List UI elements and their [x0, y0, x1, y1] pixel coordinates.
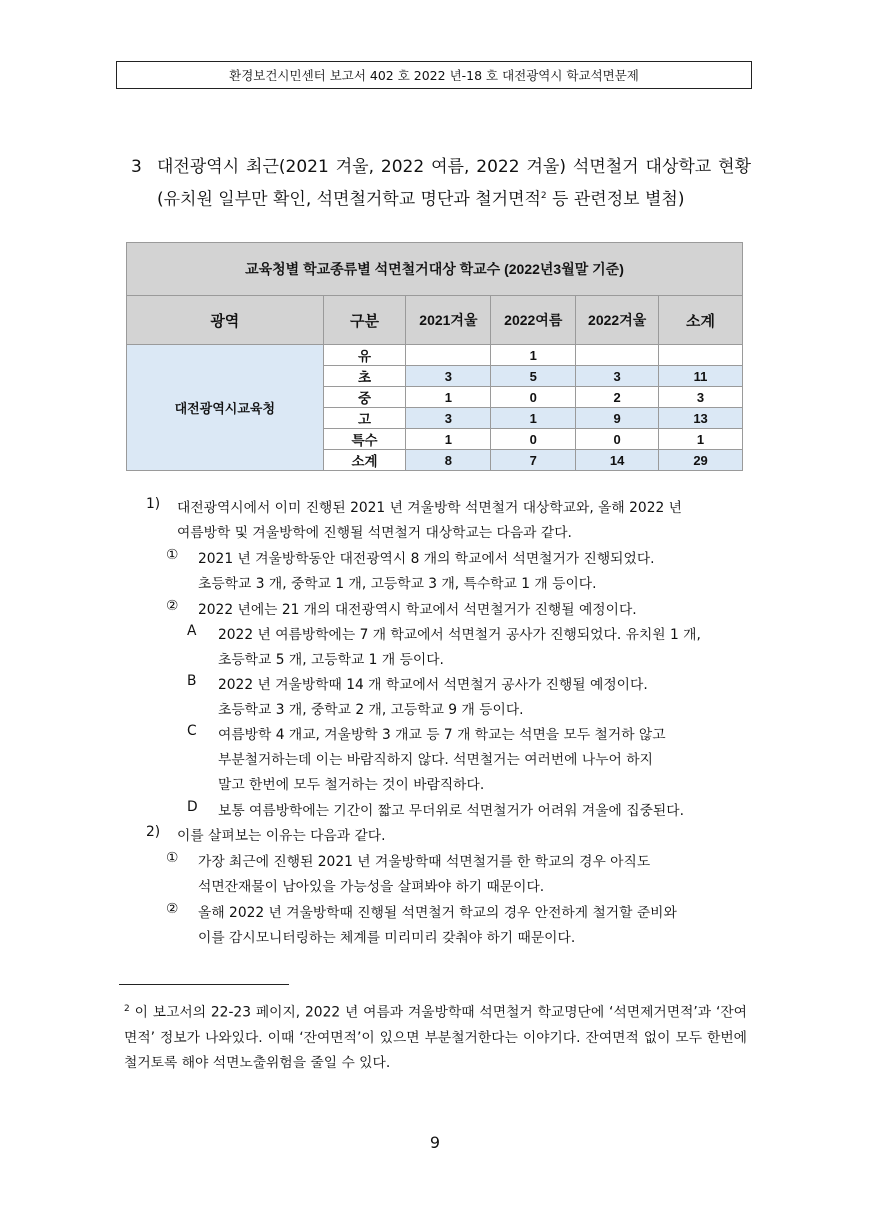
- value-cell: 11: [659, 366, 743, 387]
- header-region: 광역: [127, 296, 324, 345]
- page-number: 9: [429, 1133, 441, 1152]
- list-line: 올해 2022 년 겨울방학때 진행될 석면철거 학교의 경우 안전하게 철거할 준비와: [198, 905, 677, 921]
- list-line: 이를 감시모니터링하는 체계를 미리미리 갖춰야 하기 때문이다.: [198, 930, 576, 946]
- header-category: 구분: [323, 296, 406, 345]
- footnote-text: 이 보고서의 22-23 페이지, 2022 년 여름과 겨울방학때 석면철거 학교명단에 ‘석면제거면적’과 ‘잔여면적’ 정보가 나와있다. 이때 ‘잔여면적’이 있으면 부분철거한다는 이야기다. 잔여면적 없이 모두 한번에 철거토록 해야 석면노출위험을 줄일 수 있다.: [124, 1004, 747, 1071]
- list-line: 대전광역시에서 이미 진행된 2021 년 겨울방학 석면철거 대상학교와, 올해 2022 년: [177, 500, 682, 516]
- item-marker: ①: [166, 547, 179, 563]
- item-marker: ①: [166, 850, 179, 866]
- list-line: 석면잔재물이 남아있을 가능성을 살펴봐야 하기 때문이다.: [198, 879, 545, 895]
- value-cell: 14: [576, 450, 659, 471]
- list-line: 가장 최근에 진행된 2021 년 겨울방학때 석면철거를 한 학교의 경우 아직도: [198, 854, 651, 870]
- list-line: 여름방학 및 겨울방학에 진행될 석면철거 대상학교는 다음과 같다.: [177, 525, 572, 541]
- value-cell: 0: [491, 429, 576, 450]
- list-line: 2021 년 겨울방학동안 대전광역시 8 개의 학교에서 석면철거가 진행되었다.: [198, 551, 655, 567]
- item-marker: 2): [146, 824, 161, 840]
- region-cell: 대전광역시교육청: [127, 345, 324, 471]
- category-cell: 초: [323, 366, 406, 387]
- item-marker: D: [187, 799, 198, 815]
- value-cell: [659, 345, 743, 366]
- value-cell: [576, 345, 659, 366]
- value-cell: 1: [659, 429, 743, 450]
- list-line: 보통 여름방학에는 기간이 짧고 무더위로 석면철거가 어려워 겨울에 집중된다.: [218, 803, 684, 819]
- value-cell: 2: [576, 387, 659, 408]
- value-cell: 0: [576, 429, 659, 450]
- list-line: 초등학교 3 개, 중학교 1 개, 고등학교 3 개, 특수학교 1 개 등이다.: [198, 576, 597, 592]
- section-title: [157, 153, 751, 215]
- value-cell: 0: [491, 387, 576, 408]
- report-header: 환경보건시민센터 보고서 402 호 2022 년-18 호 대전광역시 학교석면문제: [116, 61, 752, 89]
- list-line: 초등학교 5 개, 고등학교 1 개 등이다.: [218, 652, 444, 668]
- list-line: 이를 살펴보는 이유는 다음과 같다.: [177, 828, 386, 844]
- item-marker: A: [187, 623, 197, 639]
- section-title-text: 대전광역시 최근(2021 겨울, 2022 여름, 2022 겨울) 석면철거 대상학교 현황 (유치원 일부만 확인, 석면철거학교 명단과 철거면적: [157, 157, 751, 210]
- value-cell: 1: [491, 345, 576, 366]
- item-marker: ②: [166, 901, 179, 917]
- category-cell: 중: [323, 387, 406, 408]
- item-marker: C: [187, 723, 197, 739]
- list-line: 2022 년 여름방학에는 7 개 학교에서 석면철거 공사가 진행되었다. 유치원 1 개,: [218, 627, 701, 643]
- section-number: 3: [131, 157, 142, 177]
- value-cell: 3: [406, 408, 491, 429]
- table-row: [127, 345, 743, 366]
- footnote-ref[interactable]: 2: [540, 191, 547, 201]
- footnote-mark: 2: [124, 1004, 130, 1014]
- category-cell: 특수: [323, 429, 406, 450]
- item-marker: 1): [146, 496, 161, 512]
- value-cell: 3: [406, 366, 491, 387]
- value-cell: 29: [659, 450, 743, 471]
- list-line: 말고 한번에 모두 철거하는 것이 바람직하다.: [218, 777, 485, 793]
- header-2022-winter: 2022겨울: [576, 296, 659, 345]
- item-marker: ②: [166, 598, 179, 614]
- value-cell: 1: [406, 429, 491, 450]
- footnote-divider: [119, 984, 289, 985]
- category-cell: 유: [323, 345, 406, 366]
- list-line: 부분철거하는데 이는 바람직하지 않다. 석면철거는 여러번에 나누어 하지: [218, 752, 653, 768]
- value-cell: 9: [576, 408, 659, 429]
- value-cell: 7: [491, 450, 576, 471]
- list-line: 초등학교 3 개, 중학교 2 개, 고등학교 9 개 등이다.: [218, 702, 524, 718]
- value-cell: [406, 345, 491, 366]
- table-caption: 교육청별 학교종류별 석면철거대상 학교수 (2022년3월말 기준): [127, 243, 743, 296]
- value-cell: 13: [659, 408, 743, 429]
- header-2022-summer: 2022여름: [491, 296, 576, 345]
- category-cell: 소계: [323, 450, 406, 471]
- header-subtotal: 소계: [659, 296, 743, 345]
- value-cell: 5: [491, 366, 576, 387]
- footnote: [124, 997, 747, 1076]
- value-cell: 1: [491, 408, 576, 429]
- list-line: 2022 년에는 21 개의 대전광역시 학교에서 석면철거가 진행될 예정이다.: [198, 602, 637, 618]
- category-cell: 고: [323, 408, 406, 429]
- header-2021-winter: 2021겨울: [406, 296, 491, 345]
- value-cell: 1: [406, 387, 491, 408]
- list-line: 2022 년 겨울방학때 14 개 학교에서 석면철거 공사가 진행될 예정이다.: [218, 677, 648, 693]
- section-heading: [131, 153, 751, 215]
- value-cell: 8: [406, 450, 491, 471]
- value-cell: 3: [659, 387, 743, 408]
- item-marker: B: [187, 673, 197, 689]
- section-title-tail: 등 관련정보 별첨): [546, 189, 685, 210]
- asbestos-school-table: [126, 242, 743, 471]
- list-line: 여름방학 4 개교, 겨울방학 3 개교 등 7 개 학교는 석면을 모두 철거하 않고: [218, 727, 666, 743]
- value-cell: 3: [576, 366, 659, 387]
